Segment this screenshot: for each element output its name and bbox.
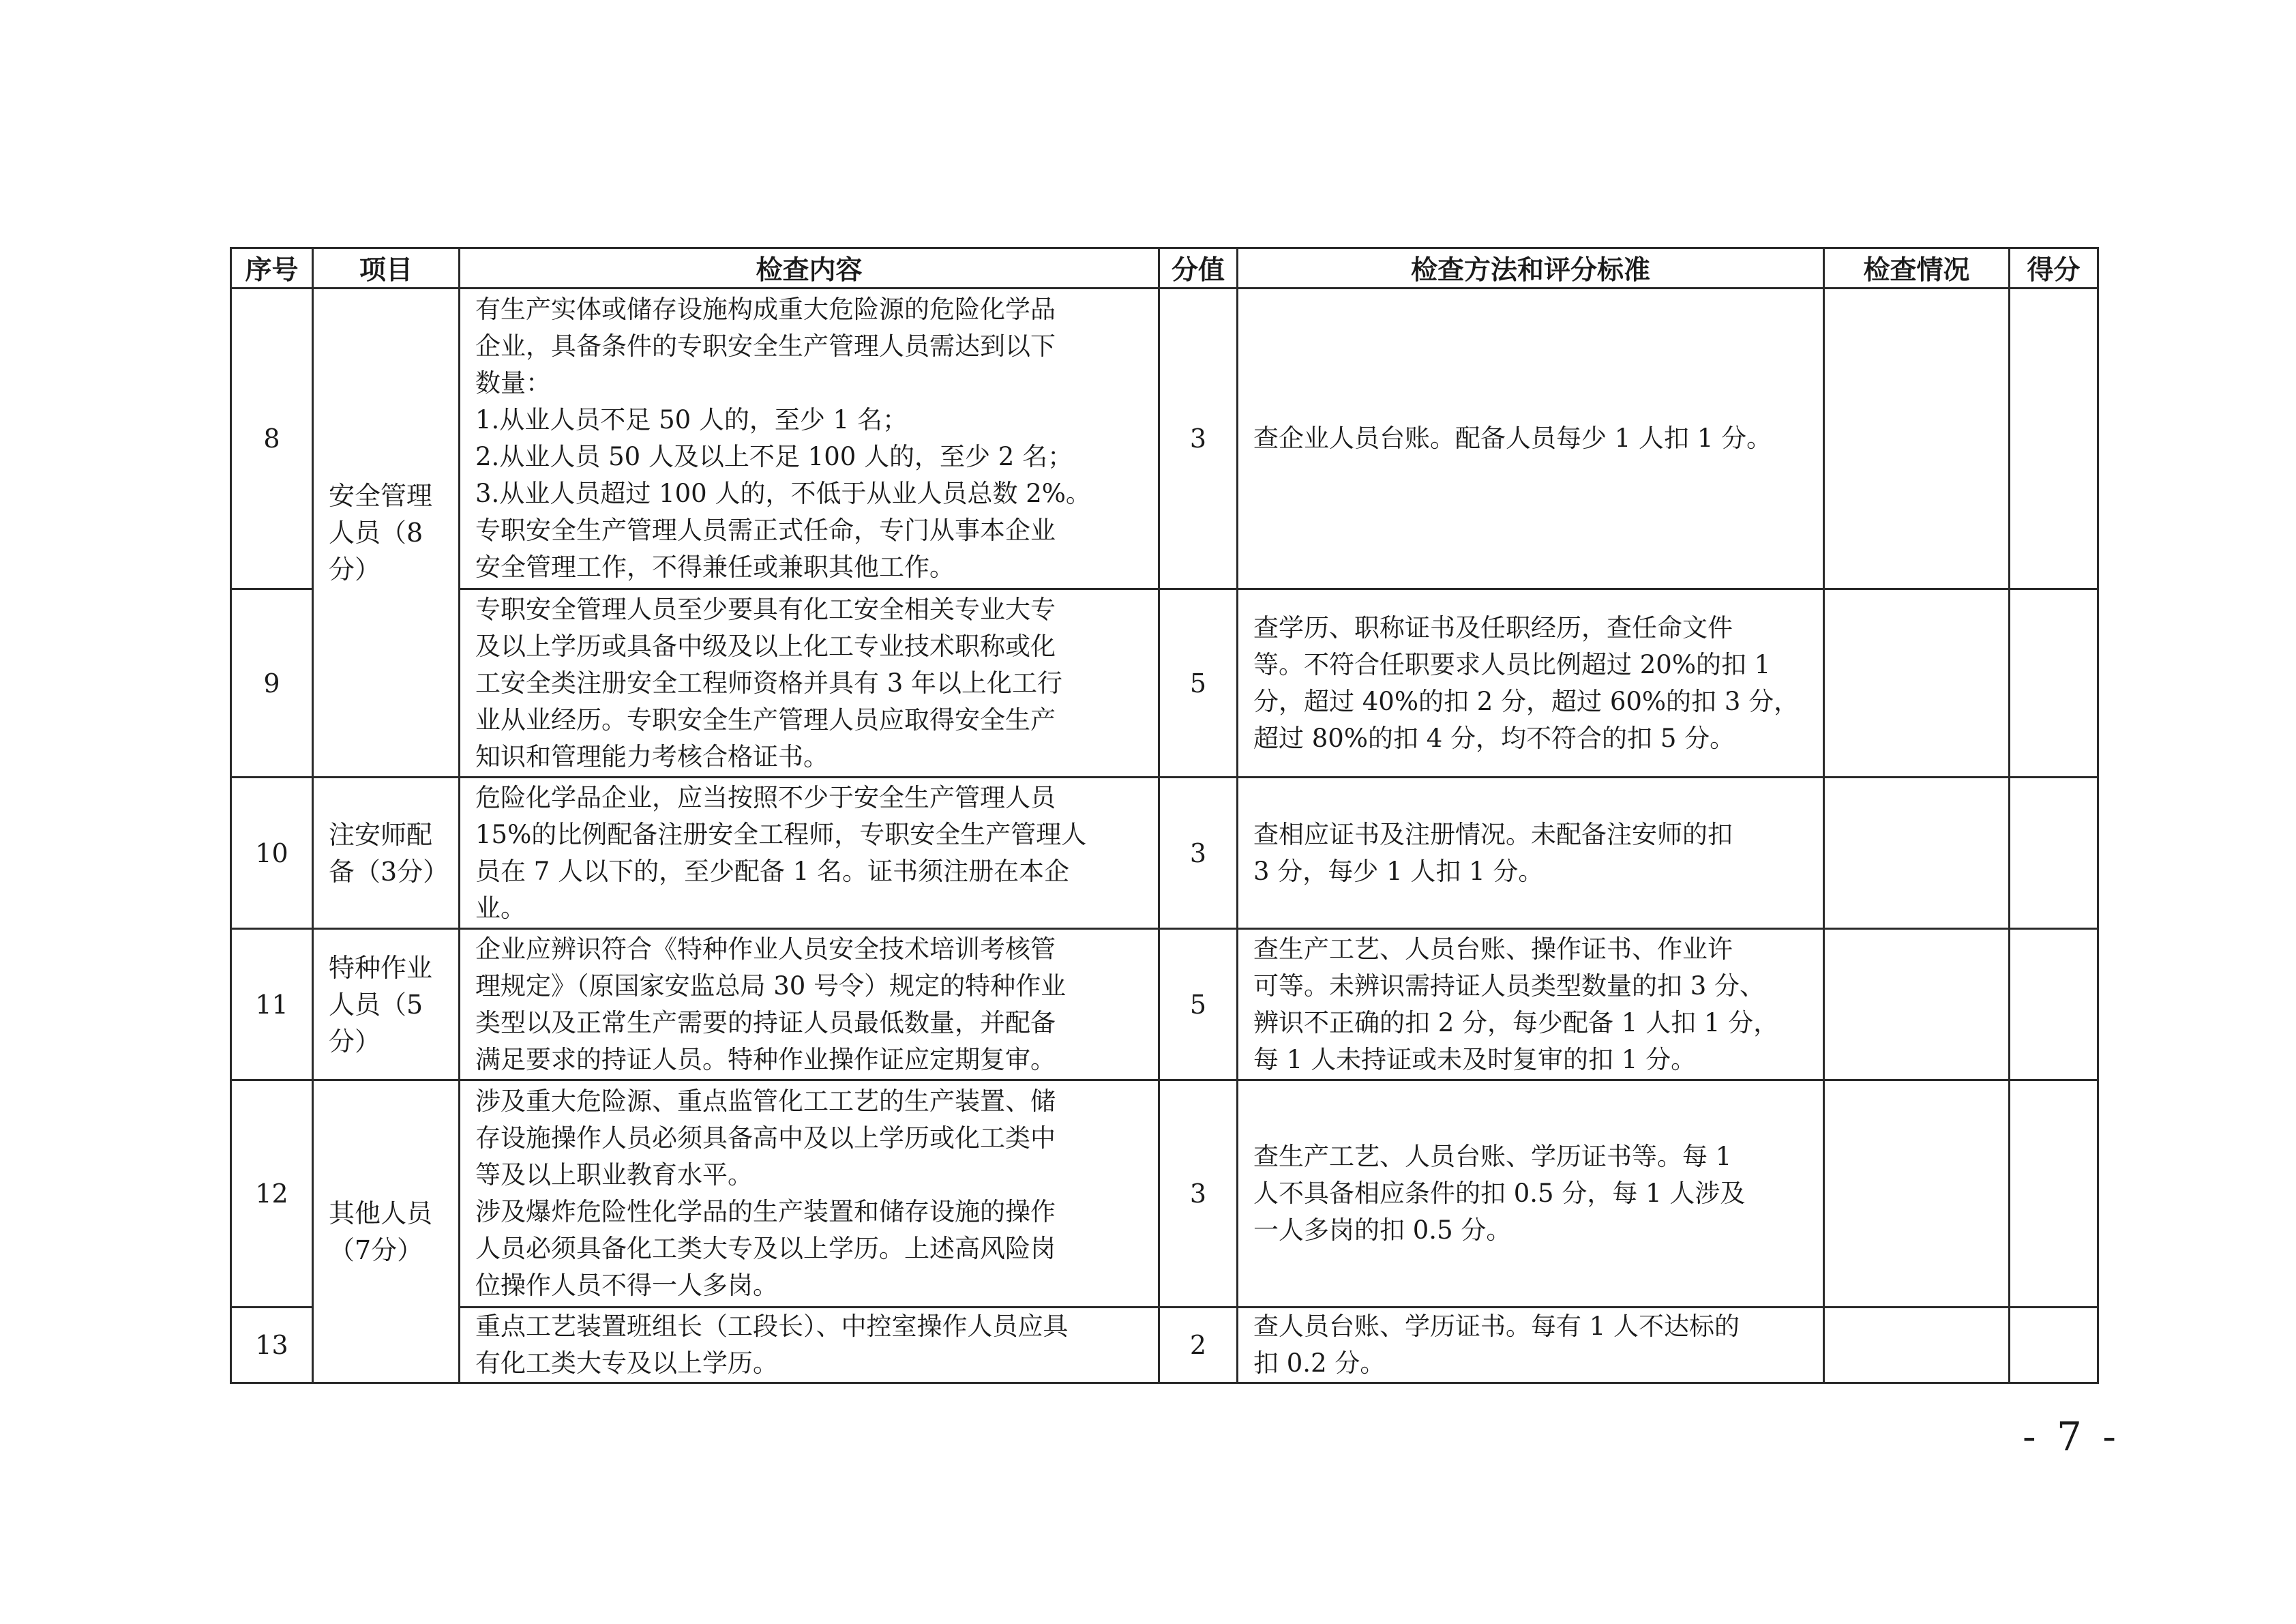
content-line: 有化工类大专及以上学历。 [475, 1348, 778, 1378]
content-line: 15%的比例配备注册安全工程师，专职安全生产管理人 [475, 819, 1087, 849]
content-cell [460, 289, 1159, 589]
score-cell: 2 [1159, 1308, 1238, 1383]
row-no: 11 [231, 929, 313, 1080]
method-line: 超过 80%的扣 4 分，均不符合的扣 5 分。 [1253, 723, 1735, 753]
content-line: 知识和管理能力考核合格证书。 [475, 741, 829, 771]
item-label: 人员（5 [329, 989, 423, 1020]
row-no: 13 [231, 1308, 313, 1383]
content-line: 满足要求的持证人员。特种作业操作证应定期复审。 [475, 1044, 1056, 1074]
method-cell [1238, 778, 1824, 929]
method-line: 等。不符合任职要求人员比例超过 20%的扣 1 [1253, 649, 1771, 679]
content-cell [460, 929, 1159, 1080]
method-line: 每 1 人未持证或未及时复审的扣 1 分。 [1253, 1044, 1697, 1074]
table-row [231, 1080, 2098, 1308]
content-line: 类型以及正常生产需要的持证人员最低数量，并配备 [475, 1007, 1056, 1037]
method-cell [1238, 1308, 1824, 1383]
method-cell [1238, 1080, 1824, 1308]
result-cell[interactable] [1824, 1308, 2010, 1383]
points-cell[interactable] [2010, 589, 2098, 778]
content-cell [460, 778, 1159, 929]
points-cell[interactable] [2010, 929, 2098, 1080]
item-label: 特种作业 [329, 952, 433, 983]
method-line: 3 分，每少 1 人扣 1 分。 [1253, 856, 1544, 886]
content-line: 存设施操作人员必须具备高中及以上学历或化工类中 [475, 1123, 1056, 1153]
content-cell [460, 1308, 1159, 1383]
result-cell[interactable] [1824, 929, 2010, 1080]
method-line: 扣 0.2 分。 [1253, 1348, 1386, 1378]
content-line: 2.从业人员 50 人及以上不足 100 人的，至少 2 名； [475, 442, 1073, 471]
method-line: 辨识不正确的扣 2 分，每少配备 1 人扣 1 分， [1253, 1007, 1779, 1037]
content-cell [460, 589, 1159, 778]
method-cell [1238, 289, 1824, 589]
table-row [231, 929, 2098, 1080]
method-line: 查生产工艺、人员台账、学历证书等。每 1 [1253, 1142, 1732, 1171]
score-cell: 3 [1159, 289, 1238, 589]
content-line: 及以上学历或具备中级及以上化工专业技术职称或化 [475, 631, 1056, 661]
row-no: 12 [231, 1080, 313, 1308]
result-cell[interactable] [1824, 1080, 2010, 1308]
points-cell[interactable] [2010, 1308, 2098, 1383]
content-line: 业。 [475, 893, 526, 923]
method-cell [1238, 589, 1824, 778]
table-row [231, 778, 2098, 929]
method-line: 查企业人员台账。配备人员每少 1 人扣 1 分。 [1253, 424, 1772, 453]
content-line: 1.从业人员不足 50 人的，至少 1 名； [475, 405, 908, 434]
row-no: 8 [231, 289, 313, 589]
header-method: 检查方法和评分标准 [1238, 248, 1824, 289]
item-label: （7分） [329, 1235, 423, 1265]
item-label: 其他人员 [329, 1198, 433, 1228]
content-line: 专职安全生产管理人员需正式任命，专门从事本企业 [475, 516, 1056, 545]
item-label: 分） [329, 1026, 381, 1057]
score-cell: 3 [1159, 778, 1238, 929]
item-cell-reg-engineer [313, 778, 460, 929]
content-line: 安全管理工作，不得兼任或兼职其他工作。 [475, 552, 955, 582]
result-cell[interactable] [1824, 778, 2010, 929]
content-line: 危险化学品企业，应当按照不少于安全生产管理人员 [475, 782, 1056, 812]
table-header-row [231, 248, 2098, 289]
method-line: 查学历、职称证书及任职经历，查任命文件 [1253, 612, 1733, 643]
content-line: 重点工艺装置班组长（工段长）、中控室操作人员应具 [475, 1312, 1069, 1341]
points-cell[interactable] [2010, 778, 2098, 929]
item-label: 分） [329, 555, 381, 585]
content-line: 员在 7 人以下的，至少配备 1 名。证书须注册在本企 [475, 856, 1070, 886]
header-result: 检查情况 [1824, 248, 2010, 289]
method-cell [1238, 929, 1824, 1080]
header-no: 序号 [231, 248, 313, 289]
row-no: 10 [231, 778, 313, 929]
content-line: 涉及爆炸危险性化学品的生产装置和储存设施的操作 [475, 1197, 1056, 1226]
method-line: 查人员台账、学历证书。每有 1 人不达标的 [1253, 1312, 1740, 1341]
content-line: 人员必须具备化工类大专及以上学历。上述高风险岗 [475, 1234, 1056, 1263]
header-points: 得分 [2010, 248, 2098, 289]
content-line: 企业，具备条件的专职安全生产管理人员需达到以下 [475, 331, 1056, 361]
method-line: 查相应证书及注册情况。未配备注安师的扣 [1253, 819, 1733, 849]
result-cell[interactable] [1824, 589, 2010, 778]
content-line: 业从业经历。专职安全生产管理人员应取得安全生产 [475, 705, 1056, 735]
method-line: 可等。未辨识需持证人员类型数量的扣 3 分、 [1253, 971, 1765, 1001]
content-line: 涉及重大危险源、重点监管化工工艺的生产装置、储 [475, 1087, 1056, 1116]
content-line: 有生产实体或储存设施构成重大危险源的危险化学品 [475, 295, 1056, 324]
content-line: 工安全类注册安全工程师资格并具有 3 年以上化工行 [475, 668, 1063, 698]
method-line: 分，超过 40%的扣 2 分，超过 60%的扣 3 分， [1253, 686, 1800, 716]
content-line: 企业应辨识符合《特种作业人员安全技术培训考核管 [475, 934, 1056, 964]
points-cell[interactable] [2010, 289, 2098, 589]
method-line: 一人多岗的扣 0.5 分。 [1253, 1215, 1512, 1245]
content-line: 理规定》（原国家安监总局 30 号令）规定的特种作业 [475, 971, 1067, 1001]
item-label: 注安师配 [329, 819, 433, 850]
score-cell: 5 [1159, 929, 1238, 1080]
item-label: 安全管理 [329, 481, 433, 511]
page-number: - 7 - [2023, 1413, 2120, 1460]
method-line: 查生产工艺、人员台账、操作证书、作业许 [1253, 934, 1733, 964]
table-row [231, 589, 2098, 778]
content-line: 等及以上职业教育水平。 [475, 1160, 753, 1190]
item-cell-special-ops [313, 929, 460, 1080]
content-cell [460, 1080, 1159, 1308]
item-cell-safety-mgmt [313, 289, 460, 778]
header-score: 分值 [1159, 248, 1238, 289]
score-cell: 5 [1159, 589, 1238, 778]
inspection-table [230, 247, 2099, 1384]
score-cell: 3 [1159, 1080, 1238, 1308]
table-row [231, 1308, 2098, 1383]
table-row [231, 289, 2098, 589]
item-label: 人员（8 [329, 518, 423, 548]
header-content: 检查内容 [460, 248, 1159, 289]
result-cell[interactable] [1824, 289, 2010, 589]
item-label: 备（3分） [329, 856, 449, 887]
content-line: 3.从业人员超过 100 人的，不低于从业人员总数 2%。 [475, 479, 1091, 508]
item-cell-other-staff [313, 1080, 460, 1383]
content-line: 位操作人员不得一人多岗。 [475, 1271, 778, 1300]
method-line: 人不具备相应条件的扣 0.5 分，每 1 人涉及 [1253, 1179, 1746, 1208]
header-item: 项目 [313, 248, 460, 289]
content-line: 数量： [475, 368, 551, 398]
row-no: 9 [231, 589, 313, 778]
content-line: 专职安全管理人员至少要具有化工安全相关专业大专 [475, 594, 1056, 624]
points-cell[interactable] [2010, 1080, 2098, 1308]
